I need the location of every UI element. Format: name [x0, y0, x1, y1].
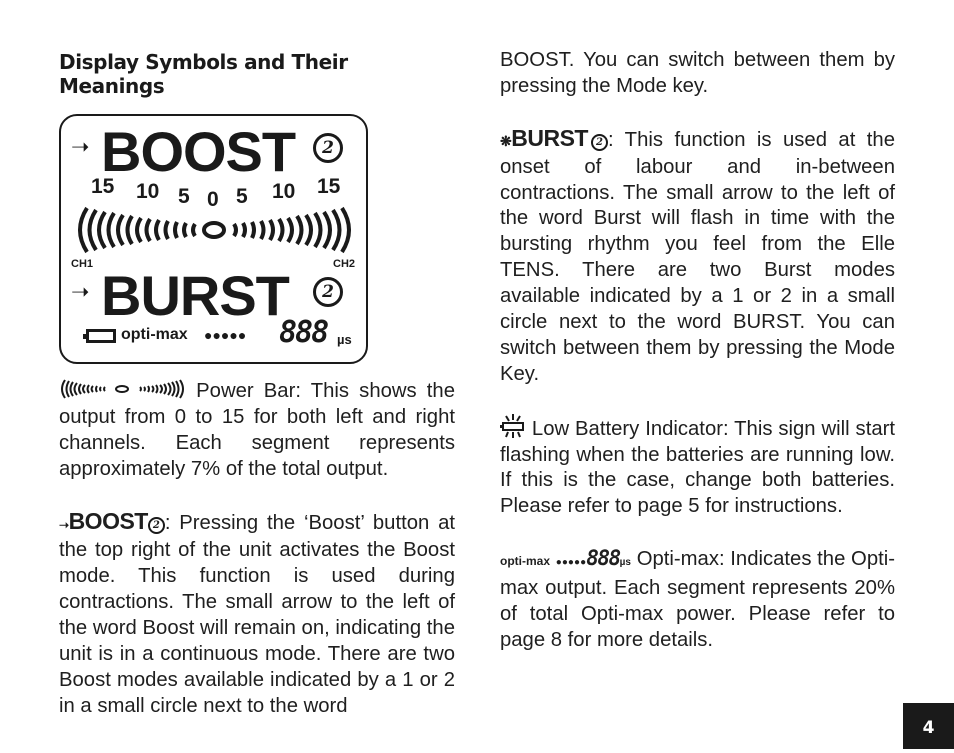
burst-paragraph	[500, 126, 895, 388]
microseconds-unit: µs	[337, 332, 352, 347]
ch1-label: CH1	[71, 258, 94, 270]
burst-description: : This function is used at the onset of labour and in-between contractions. The small arrow to the left of the word Burst will flash in time with the bursting rhythm you feel from the Elle TENS. There are two Burst modes available indicated by a 1 or 2 in a small circle next to the word BURST. You can switch between them by pressing the Mode Key.	[500, 128, 895, 385]
scale-label: 5	[236, 185, 248, 208]
page-number: 4	[903, 703, 954, 749]
opti-max-paragraph	[500, 546, 895, 654]
scale-label: 5	[178, 185, 190, 208]
burst-inline-circle-icon: 2	[591, 134, 608, 151]
boost-arrow-icon: ➝	[71, 134, 90, 159]
boost-inline-arrow-icon: ➝	[59, 517, 69, 532]
opti-max-inline-segments: 888	[586, 546, 620, 571]
lcd-display-illustration	[59, 114, 368, 364]
opti-max-inline-unit: µs	[619, 557, 631, 569]
segment-digits: 888	[279, 315, 328, 350]
boost-inline-circle-icon: 2	[148, 517, 165, 534]
lcd-burst-word: BURST	[101, 264, 289, 327]
burst-mode-circle-icon: 2	[313, 277, 343, 307]
scale-label: 10	[272, 180, 296, 203]
power-bar-icon	[73, 204, 356, 256]
burst-flash-icon: ❋	[500, 132, 512, 149]
right-column	[500, 44, 895, 654]
battery-description: Low Battery Indicator: This sign will start flashing when the batteries are running low. If this is the case, change both batteries. Please refer to page 5 for instructions.	[500, 417, 896, 518]
opti-max-inline-dots: ●●●●●	[555, 557, 587, 569]
burst-inline-word: BURST	[511, 124, 588, 151]
boost-description: : Pressing the ‘Boost’ button at the top right of the unit activates the Boost mode. This function is used during contractions. The small arrow to the left of the word Boost will remain on, indicating the unit is in a continuous mode. There are two Boost modes available indicated by a 1 or 2 in a small circle next to the word	[59, 511, 455, 717]
scale-label: 15	[91, 175, 115, 198]
boost-mode-circle-icon: 2	[313, 133, 343, 163]
ch2-label: CH2	[333, 258, 356, 270]
opti-max-inline-label: opti-max	[500, 554, 551, 569]
power-bar-inline-icon	[59, 379, 186, 399]
opti-max-dots: ●●●●●	[204, 327, 247, 343]
scale-label: 15	[317, 175, 341, 198]
burst-arrow-icon: ➝	[71, 279, 90, 304]
battery-paragraph	[500, 414, 895, 521]
low-battery-flashing-icon	[500, 414, 526, 438]
boost-paragraph	[59, 509, 455, 720]
section-heading: Display Symbols and Their Meanings	[59, 50, 348, 98]
battery-icon	[86, 329, 116, 343]
lcd-boost-word: BOOST	[101, 120, 296, 183]
opti-max-label: opti-max	[121, 326, 188, 343]
power-bar-paragraph	[59, 379, 455, 483]
scale-label: 10	[136, 180, 160, 203]
boost-inline-word: BOOST	[68, 507, 148, 534]
boost-continued-paragraph: BOOST. You can switch between them by pressing the Mode key.	[500, 49, 895, 97]
power-bar-description: Power Bar: This shows the output from 0 to 15 for both left and right channels. Each segment represents approximately 7% of the total output.	[59, 380, 455, 480]
opti-max-description: Opti-max: Indicates the Opti-max output. Each segment represents 20% of total Opti-max power. Please refer to page 8 for more details.	[500, 548, 896, 651]
scale-label: 0	[207, 188, 219, 211]
left-column	[59, 44, 455, 720]
